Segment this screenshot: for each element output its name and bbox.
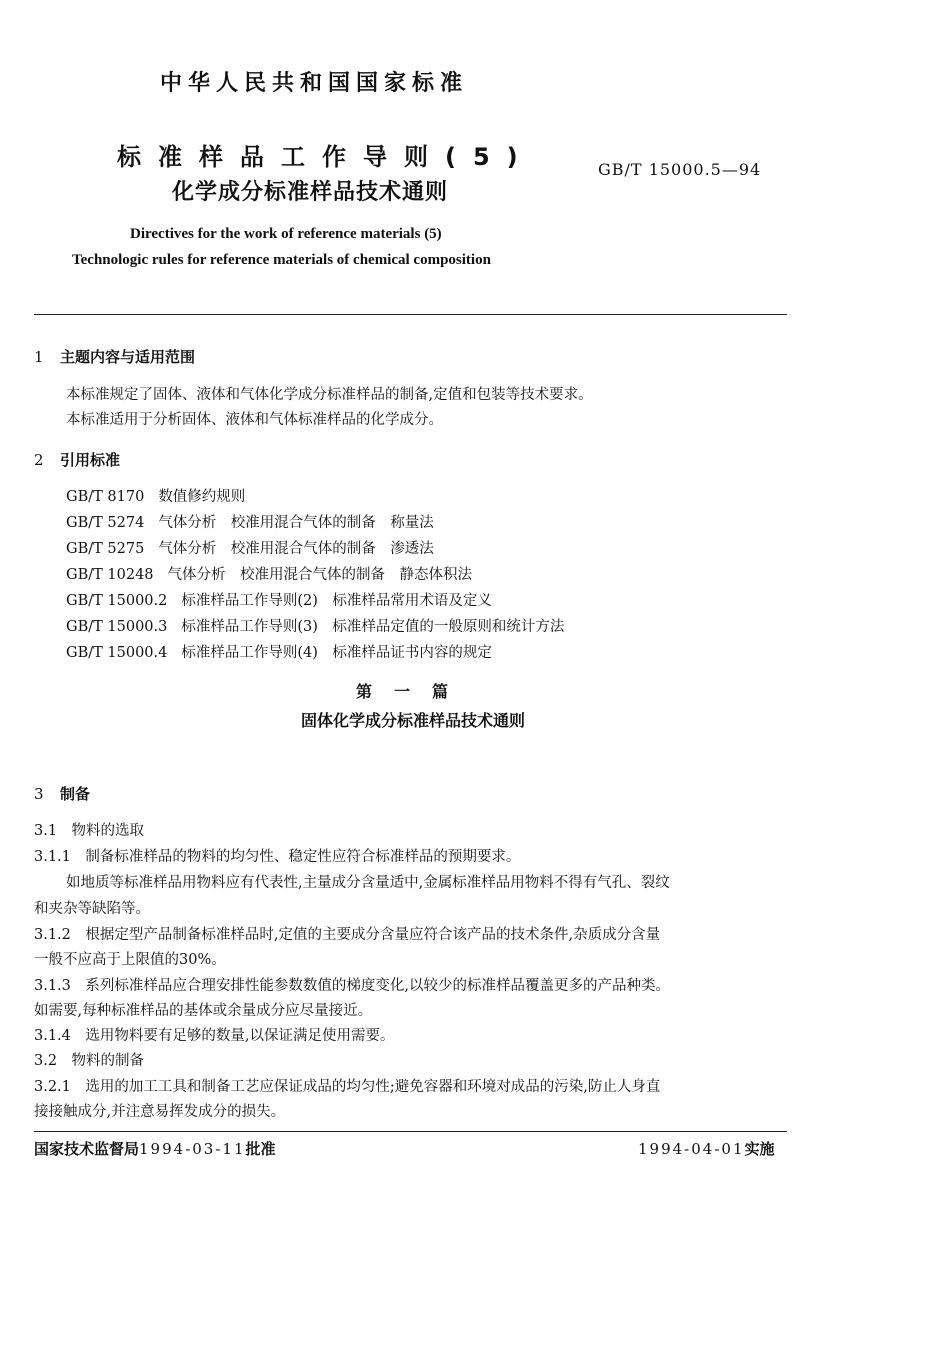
clause-3-1-2-line: 一般不应高于上限值的30%。 xyxy=(34,952,226,968)
reference-item xyxy=(66,641,492,662)
clause-3-1-3: 3.1.3 系列标准样品应合理安排性能参数数值的梯度变化,以较少的标准样品覆盖更多的产品种类。 xyxy=(34,978,670,994)
clause-3-1-4: 3.1.4 选用物料要有足够的数量,以保证满足使用需要。 xyxy=(34,1028,395,1044)
reference-code: GB/T 5275 xyxy=(66,541,145,557)
reference-title: 标准样品工作导则(4) 标准样品证书内容的规定 xyxy=(181,645,492,661)
paragraph: 本标准适用于分析固体、液体和气体标准样品的化学成分。 xyxy=(66,412,443,428)
section-number: 3 xyxy=(34,785,44,803)
clause-3-2-1-line: 接接触成分,并注意易挥发成分的损失。 xyxy=(34,1104,286,1120)
clause-3-1-1: 3.1.1 制备标准样品的物料的均匀性、稳定性应符合标准样品的预期要求。 xyxy=(34,849,521,865)
section-number: 2 xyxy=(34,451,44,469)
approval-line xyxy=(34,1138,276,1159)
effective-suffix: 实施 xyxy=(744,1140,775,1158)
section-title: 主题内容与适用范围 xyxy=(60,348,196,366)
approving-authority: 国家技术监督局 xyxy=(34,1140,140,1158)
title-en-line2: Technologic rules for reference materials of chemical composition xyxy=(72,252,491,268)
clause-3-1-3-line: 如需要,每种标准样品的基体或余量成分应尽量接近。 xyxy=(34,1003,373,1019)
part-title: 固体化学成分标准样品技术通则 xyxy=(300,711,525,730)
reference-code: GB/T 15000.2 xyxy=(66,593,168,609)
reference-title: 标准样品工作导则(2) 标准样品常用术语及定义 xyxy=(181,593,492,609)
section-1-heading xyxy=(34,346,195,367)
reference-title: 数值修约规则 xyxy=(158,489,246,505)
reference-code: GB/T 15000.4 xyxy=(66,645,168,661)
reference-code: GB/T 15000.3 xyxy=(66,619,168,635)
standard-code: GB/T 15000.5—94 xyxy=(598,160,762,179)
effective-line xyxy=(638,1138,775,1159)
reference-item xyxy=(66,615,564,636)
title-en-line1: Directives for the work of reference materials (5) xyxy=(130,226,442,242)
reference-item xyxy=(66,537,434,558)
reference-code: GB/T 10248 xyxy=(66,567,154,583)
clause-3-1-1-line: 如地质等标准样品用物料应有代表性,主量成分含量适中,金属标准样品用物料不得有气孔、裂纹 xyxy=(66,875,670,891)
section-number: 1 xyxy=(34,348,44,366)
paragraph: 本标准规定了固体、液体和气体化学成分标准样品的制备,定值和包装等技术要求。 xyxy=(66,387,593,403)
clause-3-1-1-line: 和夹杂等缺陷等。 xyxy=(34,901,150,917)
reference-title: 气体分析 校准用混合气体的制备 渗透法 xyxy=(158,541,434,557)
national-standard-header: 中华人民共和国国家标准 xyxy=(160,71,469,96)
section-title: 引用标准 xyxy=(60,451,121,469)
clause-3-2-1: 3.2.1 选用的加工工具和制备工艺应保证成品的均匀性;避免容器和环境对成品的污染,防止人身直 xyxy=(34,1079,661,1095)
reference-title: 气体分析 校准用混合气体的制备 静态体积法 xyxy=(167,567,473,583)
reference-code: GB/T 5274 xyxy=(66,515,145,531)
reference-item xyxy=(66,589,492,610)
approval-suffix: 批准 xyxy=(245,1140,276,1158)
title-cn-line1: 标准样品工作导则(5) xyxy=(117,143,535,171)
effective-date: 1994-04-01 xyxy=(638,1140,745,1158)
reference-code: GB/T 8170 xyxy=(66,489,145,505)
section-3-heading xyxy=(34,783,90,804)
title-cn-line2: 化学成分标准样品技术通则 xyxy=(172,180,449,205)
reference-item xyxy=(66,511,434,532)
clause-3-1-2: 3.1.2 根据定型产品制备标准样品时,定值的主要成分含量应符合该产品的技术条件,杂质成分含量 xyxy=(34,927,661,943)
header-divider xyxy=(34,314,787,315)
clause-3-2: 3.2 物料的制备 xyxy=(34,1053,145,1069)
reference-title: 气体分析 校准用混合气体的制备 称量法 xyxy=(158,515,434,531)
footer-divider xyxy=(34,1131,787,1132)
section-title: 制备 xyxy=(60,785,91,803)
approval-date: 1994-03-11 xyxy=(139,1140,246,1158)
reference-title: 标准样品工作导则(3) 标准样品定值的一般原则和统计方法 xyxy=(181,619,565,635)
reference-item xyxy=(66,485,245,506)
section-2-heading xyxy=(34,449,120,470)
reference-item xyxy=(66,563,472,584)
part-number: 第一篇 xyxy=(355,682,470,701)
clause-3-1: 3.1 物料的选取 xyxy=(34,823,145,839)
